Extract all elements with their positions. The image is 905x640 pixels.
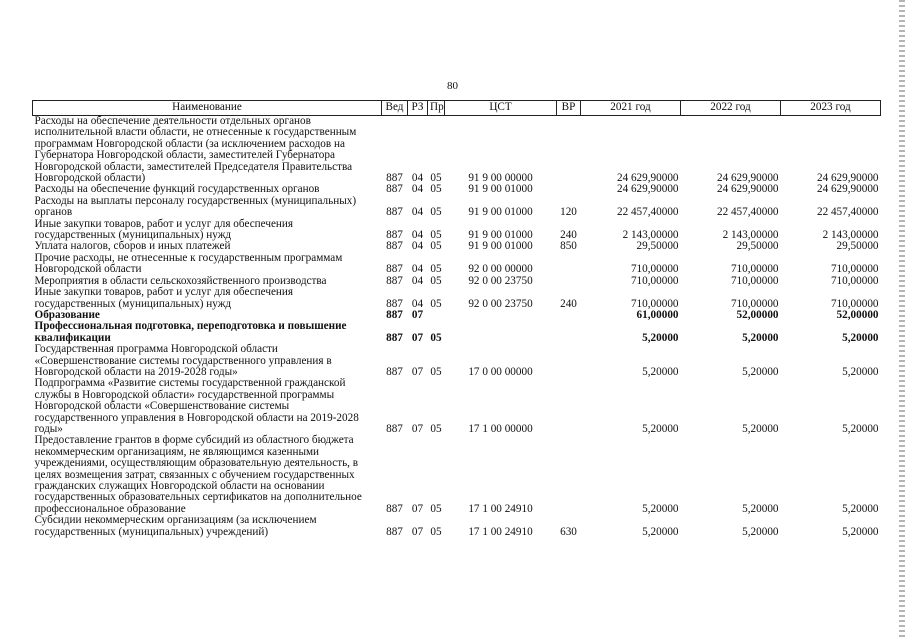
row-2022-cell: 5,20000 (742, 331, 779, 344)
row-rz-cell: 04 (411, 263, 424, 276)
row-ved-cell: 887 (386, 297, 403, 310)
row-cst-cell: 17 1 00 24910 (468, 502, 533, 515)
row-2021-cell: 5,20000 (642, 502, 679, 515)
row-2021-cell: 24 629,90000 (616, 172, 679, 185)
row-2022-cell: 29,50000 (736, 240, 779, 253)
row-rz-cell: 04 (411, 183, 424, 196)
row-rz-cell: 04 (411, 274, 424, 287)
row-2022-cell: 24 629,90000 (716, 183, 779, 196)
row-2023-cell: 710,00000 (830, 274, 879, 287)
row-2022-cell: 24 629,90000 (716, 172, 779, 185)
row-rz-cell: 07 (411, 422, 424, 435)
row-2021-cell: 29,50000 (636, 240, 679, 253)
row-2023-cell: 5,20000 (842, 365, 879, 378)
row-name-cell: Мероприятия в области сельскохозяйственного производства (34, 274, 327, 287)
row-2023-cell: 710,00000 (830, 297, 879, 310)
row-cst-cell: 91 9 00 01000 (468, 240, 533, 253)
row-pr-cell: 05 (430, 525, 442, 538)
row-name-cell: Субсидии некоммерческим организациям (за исключением государственных (муниципальных) учреждений) (34, 514, 317, 538)
row-pr-cell: 05 (430, 183, 442, 196)
row-2022-cell: 710,00000 (730, 263, 779, 276)
row-pr-cell: 05 (430, 229, 442, 242)
row-pr-cell: 05 (430, 263, 442, 276)
table-row (33, 321, 881, 344)
table-row (33, 378, 881, 435)
row-2021-cell: 5,20000 (642, 422, 679, 435)
row-rz-cell: 04 (411, 297, 424, 310)
row-2022-cell: 22 457,40000 (716, 206, 779, 219)
row-pr-cell: 05 (430, 502, 442, 515)
row-2023-cell: 24 629,90000 (816, 172, 879, 185)
row-2023-cell: 29,50000 (836, 240, 879, 253)
row-name-cell: Иные закупки товаров, работ и услуг для обеспечения государственных (муниципальных) нужд (34, 286, 294, 310)
row-pr-cell: 05 (430, 274, 442, 287)
row-2021-cell: 710,00000 (630, 263, 679, 276)
row-2021-cell: 61,00000 (636, 308, 679, 321)
row-cst-cell: 92 0 00 23750 (468, 297, 533, 310)
row-name-cell: Иные закупки товаров, работ и услуг для обеспечения государственных (муниципальных) нужд (34, 217, 294, 242)
row-vr-cell (557, 435, 581, 515)
table-body (33, 116, 881, 539)
column-header-name: Наименование (33, 101, 382, 116)
row-vr-cell (557, 184, 581, 195)
row-2022-cell: 5,20000 (742, 502, 779, 515)
row-ved-cell: 887 (386, 229, 403, 242)
row-ved-cell: 887 (386, 183, 403, 196)
row-pr-cell: 05 (430, 206, 442, 219)
row-vr-cell (557, 321, 581, 344)
row-2021-cell: 24 629,90000 (616, 183, 679, 196)
row-name-cell: Государственная программа Новгородской области «Совершенствование системы государственного управления в Новгородской области на 2019-2028 годы» (34, 343, 332, 378)
row-pr-cell: 05 (430, 297, 442, 310)
row-ved-cell: 887 (386, 274, 403, 287)
row-2023-cell: 5,20000 (842, 422, 879, 435)
row-2023-cell: 5,20000 (842, 331, 879, 344)
row-cst-cell (445, 310, 557, 321)
row-vr-cell (557, 344, 581, 378)
row-rz-cell: 07 (411, 525, 424, 538)
row-2022-cell: 5,20000 (742, 422, 779, 435)
table-row (33, 219, 881, 242)
row-rz-cell: 04 (411, 229, 424, 242)
row-vr-cell: 630 (560, 525, 577, 538)
row-2023-cell: 24 629,90000 (816, 183, 879, 196)
row-name-cell: Расходы на обеспечение функций государственных органов (34, 183, 320, 196)
row-vr-cell: 240 (560, 229, 577, 242)
row-name-cell: Расходы на выплаты персоналу государственных (муниципальных) органов (34, 194, 357, 219)
row-name-cell: Подпрограмма «Развитие системы государственной гражданской службы в Новгородской области» государственной программы Новгородской области «Совершенствование системы государственного управления в Новгородской области на 2019-2028 годы» (34, 377, 359, 435)
row-ved-cell: 887 (386, 206, 403, 219)
row-ved-cell: 887 (386, 502, 403, 515)
row-vr-cell: 240 (560, 297, 577, 310)
scan-edge-marks (899, 0, 905, 640)
row-rz-cell: 04 (411, 172, 424, 185)
row-cst-cell: 91 9 00 01000 (468, 206, 533, 219)
row-name-cell: Расходы на обеспечение деятельности отдельных органов исполнительной власти области, не отнесенные к государственным программам Новгородской области (за исключением расходов на Губернатора Новгородской области, заместителей Губернатора Новгородской области, заместителей Председателя Правительства Новгородской области) (34, 115, 357, 185)
row-ved-cell: 887 (386, 422, 403, 435)
budget-table (32, 100, 881, 538)
row-ved-cell: 887 (386, 172, 403, 185)
column-header-2021: 2021 год (581, 101, 681, 116)
row-2023-cell: 2 143,00000 (822, 229, 879, 242)
row-cst-cell: 91 9 00 01000 (468, 229, 533, 242)
row-vr-cell (557, 310, 581, 321)
row-2023-cell: 5,20000 (842, 502, 879, 515)
row-2022-cell: 710,00000 (730, 297, 779, 310)
table-row (33, 287, 881, 310)
row-pr-cell: 05 (430, 172, 442, 185)
row-2022-cell: 52,00000 (736, 308, 779, 321)
row-rz-cell: 07 (411, 502, 424, 515)
row-cst-cell (445, 321, 557, 344)
row-name-cell: Профессиональная подготовка, переподготовка и повышение квалификации (34, 320, 347, 344)
row-2022-cell: 5,20000 (742, 365, 779, 378)
row-pr-cell (428, 310, 445, 321)
row-rz-cell: 07 (411, 331, 424, 344)
row-vr-cell: 850 (560, 240, 577, 253)
row-2021-cell: 710,00000 (630, 274, 679, 287)
row-2022-cell: 710,00000 (730, 274, 779, 287)
column-header-cst: ЦСТ (445, 101, 557, 116)
row-name-cell: Образование (34, 308, 100, 321)
row-ved-cell: 887 (386, 331, 403, 344)
row-cst-cell: 17 1 00 00000 (468, 422, 533, 435)
row-2022-cell: 5,20000 (742, 525, 779, 538)
column-header-ved: Вед (382, 101, 408, 116)
row-vr-cell (557, 116, 581, 185)
row-cst-cell: 91 9 00 01000 (468, 183, 533, 196)
table-row (33, 116, 881, 185)
row-ved-cell: 887 (386, 365, 403, 378)
table-row (33, 253, 881, 276)
row-rz-cell: 07 (411, 365, 424, 378)
row-vr-cell: 120 (560, 206, 577, 219)
row-2022-cell: 2 143,00000 (722, 229, 779, 242)
row-pr-cell: 05 (430, 365, 442, 378)
row-pr-cell: 05 (430, 331, 442, 344)
row-2023-cell: 5,20000 (842, 525, 879, 538)
column-header-rz: РЗ (408, 101, 428, 116)
row-pr-cell: 05 (430, 240, 442, 253)
row-name-cell: Предоставление грантов в форме субсидий из областного бюджета некоммерческим организациям, не являющимся казенными учреждениями, осуществляющим образовательную деятельность, в целях возмещения затрат, связанных с обучением государственных гражданских служащих Новгородской области на основании государственных образовательных сертификатов на дополнительное профессиональное образование (34, 434, 362, 515)
row-cst-cell: 92 0 00 23750 (468, 274, 533, 287)
row-2023-cell: 710,00000 (830, 263, 879, 276)
row-ved-cell: 887 (386, 263, 403, 276)
row-rz-cell: 04 (411, 206, 424, 219)
row-cst-cell: 91 9 00 00000 (468, 172, 533, 185)
row-2023-cell: 52,00000 (836, 308, 879, 321)
row-2021-cell: 5,20000 (642, 331, 679, 344)
table-row (33, 196, 881, 219)
row-2021-cell: 22 457,40000 (616, 206, 679, 219)
row-ved-cell: 887 (386, 525, 403, 538)
row-rz-cell: 04 (411, 240, 424, 253)
row-name-cell: Прочие расходы, не отнесенные к государственным программам Новгородской области (34, 251, 343, 276)
table-row (33, 344, 881, 378)
table-row (33, 515, 881, 538)
row-2023-cell: 22 457,40000 (816, 206, 879, 219)
row-vr-cell (557, 378, 581, 435)
row-cst-cell: 92 0 00 00000 (468, 263, 533, 276)
row-pr-cell: 05 (430, 422, 442, 435)
row-vr-cell (557, 253, 581, 276)
row-cst-cell: 17 1 00 24910 (468, 525, 533, 538)
column-header-2022: 2022 год (681, 101, 781, 116)
row-2021-cell: 5,20000 (642, 525, 679, 538)
page-number: 80 (447, 80, 458, 92)
row-name-cell: Уплата налогов, сборов и иных платежей (34, 240, 231, 253)
row-ved-cell: 887 (386, 308, 403, 321)
row-cst-cell: 17 0 00 00000 (468, 365, 533, 378)
row-2021-cell: 710,00000 (630, 297, 679, 310)
column-header-pr: Пр (428, 101, 445, 116)
column-header-2023: 2023 год (781, 101, 881, 116)
row-ved-cell: 887 (386, 240, 403, 253)
table-row (33, 435, 881, 515)
table-header-row (33, 101, 881, 116)
row-2021-cell: 2 143,00000 (622, 229, 679, 242)
row-vr-cell (557, 276, 581, 287)
row-rz-cell: 07 (411, 308, 424, 321)
column-header-vr: ВР (557, 101, 581, 116)
row-2021-cell: 5,20000 (642, 365, 679, 378)
